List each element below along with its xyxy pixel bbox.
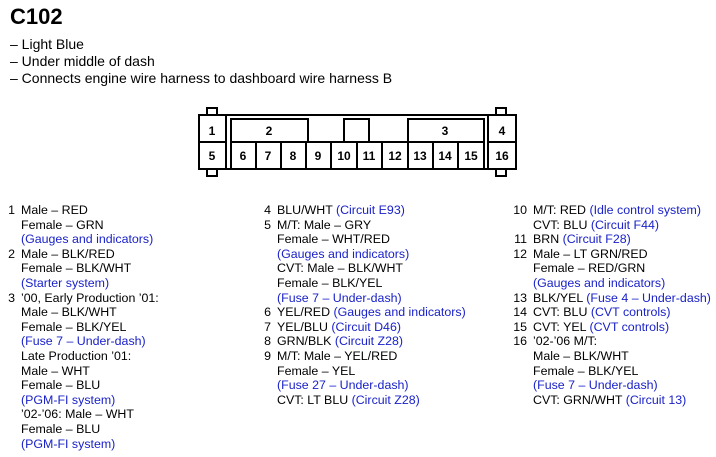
locking-tab-bottom-right xyxy=(496,169,506,176)
description-location: – Under middle of dash xyxy=(10,53,155,69)
pin-number: 14 xyxy=(513,305,527,320)
pin-label: 13 xyxy=(413,149,427,163)
pin-number: 1 xyxy=(8,203,15,217)
wire-info: CVT: GRN/WHT xyxy=(533,392,626,407)
pin-number: 10 xyxy=(513,203,527,217)
wire-info: ’02-’06: Male – WHT xyxy=(21,407,134,422)
wire-info: Female – YEL xyxy=(277,363,356,378)
wire-info: M/T: RED xyxy=(533,203,590,217)
pin-label: 8 xyxy=(289,149,297,163)
circuit-reference: (Circuit Z28) xyxy=(334,334,403,349)
pin-label: 14 xyxy=(438,149,452,163)
circuit-reference: (Fuse 7 – Under-dash) xyxy=(533,378,658,393)
circuit-reference: (Circuit D46) xyxy=(331,319,401,334)
wire-info: BRN xyxy=(533,232,563,247)
pin-label: 4 xyxy=(498,124,506,138)
wire-info: Female – WHT/RED xyxy=(277,232,390,247)
pin-entry xyxy=(6,291,159,452)
circuit-reference: (PGM-FI system) xyxy=(21,392,116,407)
description-color: – Light Blue xyxy=(10,36,84,52)
pin-description-line xyxy=(277,349,420,364)
pin-description-line xyxy=(21,334,159,349)
pin-entry xyxy=(6,247,159,291)
pin-entry xyxy=(512,232,711,247)
pin-number: 13 xyxy=(513,290,527,305)
pin-entry xyxy=(512,334,711,407)
circuit-reference: (Fuse 7 – Under-dash) xyxy=(21,334,146,349)
pin-label: 16 xyxy=(495,149,509,163)
pin-label: 15 xyxy=(464,149,478,163)
pin-description-line xyxy=(277,247,409,262)
pin-description-line xyxy=(533,378,686,393)
pin-entry xyxy=(512,247,711,291)
circuit-reference: (Circuit F44) xyxy=(590,217,659,232)
pin-description-line xyxy=(21,218,153,233)
pin-list-column-3 xyxy=(512,203,711,407)
pin-description-line xyxy=(277,276,409,291)
pin-description-line xyxy=(533,261,665,276)
pin-description-line xyxy=(21,203,153,218)
wire-info: Male – WHT xyxy=(21,363,90,378)
circuit-reference: (PGM-FI system) xyxy=(21,436,116,451)
pin-description-line xyxy=(277,364,420,379)
pin-label: 10 xyxy=(337,149,351,163)
pin-description-line xyxy=(533,393,686,408)
wire-info: Female – BLK/YEL xyxy=(21,319,127,334)
wire-info: Female – BLU xyxy=(21,378,101,393)
pin-description-line xyxy=(21,378,159,393)
wire-info: ’00, Early Production ’01: xyxy=(21,290,159,305)
pin-number: 12 xyxy=(513,246,527,261)
pin-entry xyxy=(6,203,159,247)
pin-list-column-2 xyxy=(262,203,466,407)
pin-description-line xyxy=(277,232,409,247)
pin-description-line xyxy=(21,232,153,247)
pin-number: 11 xyxy=(514,232,527,247)
pin-description-line xyxy=(21,291,159,306)
wire-info: BLU/WHT xyxy=(277,203,336,217)
wire-info: CVT: LT BLU xyxy=(277,392,352,407)
circuit-reference: (Gauges and indicators) xyxy=(277,246,410,261)
circuit-reference: (CVT controls) xyxy=(590,305,671,320)
pin-description-line xyxy=(21,393,159,408)
pin-entry xyxy=(512,291,711,306)
pin-description-line xyxy=(277,378,420,393)
pin-description-line xyxy=(21,305,159,320)
pin-description-line xyxy=(533,276,665,291)
wire-info: Female – BLK/YEL xyxy=(277,275,383,290)
circuit-reference: (Circuit E93) xyxy=(335,203,405,217)
pin-entry xyxy=(262,203,466,218)
wire-info: Female – BLK/YEL xyxy=(533,363,639,378)
pin-label: 7 xyxy=(264,149,272,163)
wire-info: M/T: Male – GRY xyxy=(277,217,372,232)
wire-info: Male – LT GRN/RED xyxy=(533,246,648,261)
circuit-reference: (Fuse 7 – Under-dash) xyxy=(277,290,402,305)
pin-description-line xyxy=(21,422,159,437)
wire-info: Female – GRN xyxy=(21,217,104,232)
pin-description-line xyxy=(277,334,403,349)
pin-number: 3 xyxy=(8,290,15,305)
pin-description-line xyxy=(277,291,409,306)
wire-info: Male – BLK/RED xyxy=(21,246,115,261)
wire-info: M/T: Male – YEL/RED xyxy=(277,348,398,363)
pin-entry xyxy=(262,334,466,349)
wire-info: CVT: BLU xyxy=(533,217,591,232)
pin-number: 5 xyxy=(264,217,271,232)
wire-info: Male – BLK/WHT xyxy=(533,348,629,363)
pin-label: 2 xyxy=(265,124,273,138)
wire-info: ’02-’06 M/T: xyxy=(533,334,598,349)
locking-tab-top-right xyxy=(496,108,506,115)
wire-info: Male – RED xyxy=(21,203,88,217)
pin-description-line xyxy=(533,247,665,262)
circuit-reference: (Gauges and indicators) xyxy=(21,232,154,247)
pin-description-line xyxy=(21,247,131,262)
description-purpose: – Connects engine wire harness to dashboard wire harness B xyxy=(10,70,393,86)
pin-description-line xyxy=(21,349,159,364)
pin-entry xyxy=(262,305,466,320)
pin-label: 3 xyxy=(441,124,449,138)
pin-description-line xyxy=(21,276,131,291)
wire-info: CVT: YEL xyxy=(533,319,590,334)
wire-info: GRN/BLK xyxy=(277,334,335,349)
wire-info: BLK/YEL xyxy=(533,290,587,305)
pin-description-line xyxy=(277,393,420,408)
pin-description-line xyxy=(533,334,686,349)
pin-label: 6 xyxy=(239,149,247,163)
pin-number: 4 xyxy=(264,203,271,217)
wire-info: Female – RED/GRN xyxy=(533,261,646,276)
locking-tab-top-left xyxy=(207,108,217,115)
pin-list-column-1 xyxy=(6,203,159,451)
pin-label: 5 xyxy=(208,149,216,163)
pin-number: 16 xyxy=(513,334,527,349)
wire-info: Female – BLU xyxy=(21,421,101,436)
pin-description-line xyxy=(533,320,669,335)
circuit-reference: (Fuse 27 – Under-dash) xyxy=(277,378,409,393)
pin-number: 9 xyxy=(264,348,271,363)
wire-info: Female – BLK/WHT xyxy=(21,261,132,276)
page-title: C102 xyxy=(10,4,63,29)
pin-description-line xyxy=(277,218,409,233)
circuit-reference: (Gauges and indicators) xyxy=(333,305,466,320)
pin-description-line xyxy=(533,305,670,320)
pin-entry xyxy=(512,203,711,232)
pin-entry xyxy=(262,320,466,335)
pin-description-line xyxy=(533,349,686,364)
circuit-reference: (Circuit Z28) xyxy=(351,392,420,407)
circuit-reference: (Fuse 4 – Under-dash) xyxy=(586,290,711,305)
pin-description-line xyxy=(533,364,686,379)
pin-number: 2 xyxy=(8,246,15,261)
wire-info: Late Production ’01: xyxy=(21,348,132,363)
pin-10-11-key xyxy=(344,119,369,142)
pin-label: 11 xyxy=(362,149,376,163)
circuit-reference: (Starter system) xyxy=(21,275,110,290)
circuit-reference: (Circuit F28) xyxy=(562,232,631,247)
pin-label: 1 xyxy=(208,124,216,138)
wire-info: Male – BLK/WHT xyxy=(21,305,117,320)
pin-number: 15 xyxy=(513,319,527,334)
pin-description-line xyxy=(21,437,159,452)
pin-description-line xyxy=(21,320,159,335)
circuit-reference: (Idle control system) xyxy=(589,203,701,217)
locking-tab-bottom-left xyxy=(207,169,217,176)
pin-description-line xyxy=(277,261,409,276)
pin-number: 7 xyxy=(264,319,271,334)
wire-info: YEL/RED xyxy=(277,305,334,320)
pin-description-line xyxy=(21,407,159,422)
pin-entry xyxy=(512,320,711,335)
pin-description-line xyxy=(277,203,405,218)
circuit-reference: (Circuit 13) xyxy=(625,392,687,407)
pin-entry xyxy=(512,305,711,320)
pin-description-line xyxy=(277,305,466,320)
wire-info: YEL/BLU xyxy=(277,319,332,334)
pin-description-line xyxy=(533,232,631,247)
pin-label: 9 xyxy=(314,149,322,163)
pin-description-line xyxy=(21,364,159,379)
pin-entry xyxy=(262,349,466,407)
pin-entry xyxy=(262,218,466,306)
pin-description-line xyxy=(533,203,701,218)
pin-description-line xyxy=(533,218,701,233)
pin-description-line xyxy=(533,291,711,306)
circuit-reference: (Gauges and indicators) xyxy=(533,275,666,290)
pin-description-line xyxy=(21,261,131,276)
wire-info: CVT: BLU xyxy=(533,305,591,320)
pin-number: 8 xyxy=(264,334,271,349)
wire-info: CVT: Male – BLK/WHT xyxy=(277,261,403,276)
connector-diagram xyxy=(0,0,716,200)
circuit-reference: (CVT controls) xyxy=(589,319,670,334)
pin-number: 6 xyxy=(264,305,271,320)
pin-label: 12 xyxy=(388,149,402,163)
pin-description-line xyxy=(277,320,401,335)
